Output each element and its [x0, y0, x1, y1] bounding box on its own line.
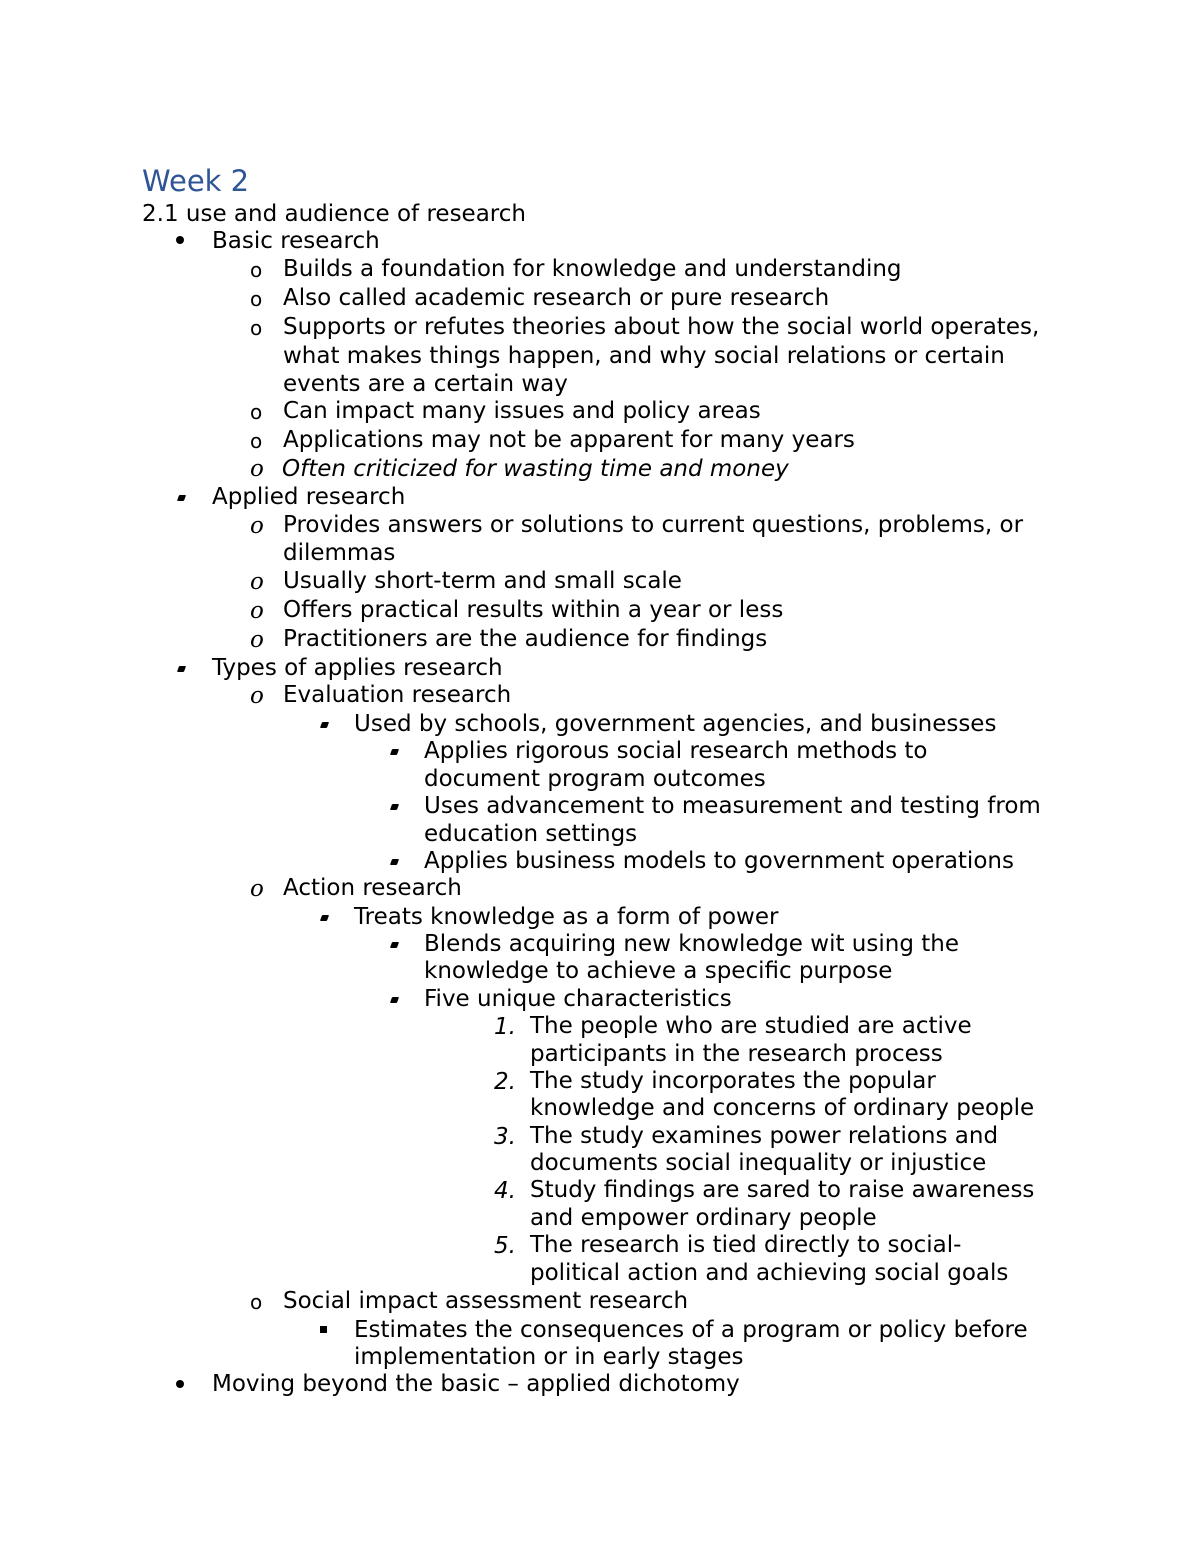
list-item-continuation: what makes things happen, and why social relations or certain: [283, 343, 1005, 369]
italic-o-bullet-icon: o: [250, 683, 264, 709]
list-number: 1.: [494, 1014, 516, 1040]
list-number: 2.: [494, 1069, 516, 1095]
list-item-continuation: document program outcomes: [424, 766, 766, 792]
list-item-continuation: knowledge to achieve a specific purpose: [424, 958, 893, 984]
bullet-dot-icon: [390, 859, 399, 865]
list-item: Supports or refutes theories about how the social world operates,: [283, 314, 1040, 340]
list-item-continuation: participants in the research process: [530, 1041, 943, 1067]
list-item: Blends acquiring new knowledge wit using the: [424, 931, 959, 957]
list-item: Five unique characteristics: [424, 986, 732, 1012]
list-item: Applications may not be apparent for many years: [283, 427, 855, 453]
list-item: Usually short-term and small scale: [283, 568, 682, 594]
list-item-continuation: political action and achieving social goals: [530, 1260, 1009, 1286]
list-item: Estimates the consequences of a program or policy before: [354, 1317, 1028, 1343]
list-item: Applies business models to government operations: [424, 848, 1014, 874]
list-item: Often criticized for wasting time and money: [282, 456, 789, 482]
italic-o-bullet-icon: o: [250, 456, 264, 482]
bullet-dot-icon: [320, 722, 329, 728]
circle-bullet-icon: o: [250, 429, 263, 453]
list-item: The study examines power relations and: [530, 1123, 999, 1149]
list-item: The research is tied directly to social-: [530, 1232, 962, 1258]
list-item: Practitioners are the audience for findings: [283, 626, 768, 652]
list-item: Builds a foundation for knowledge and understanding: [283, 256, 902, 282]
italic-o-bullet-icon: o: [250, 513, 264, 539]
list-item-moving-beyond: Moving beyond the basic – applied dichotomy: [212, 1371, 740, 1397]
list-item-applied-research: Applied research: [212, 484, 406, 510]
list-item-continuation: knowledge and concerns of ordinary people: [530, 1095, 1035, 1121]
bullet-dot-icon: [390, 997, 399, 1003]
list-item-types: Types of applies research: [212, 655, 503, 681]
italic-o-bullet-icon: o: [250, 598, 264, 624]
list-item-continuation: documents social inequality or injustice: [530, 1150, 987, 1176]
circle-bullet-icon: o: [250, 1290, 263, 1314]
list-item-continuation: education settings: [424, 821, 638, 847]
list-item-continuation: implementation or in early stages: [354, 1344, 744, 1370]
list-number: 5.: [494, 1233, 516, 1259]
bullet-dot-icon: [320, 915, 329, 921]
italic-o-bullet-icon: o: [250, 876, 264, 902]
circle-bullet-icon: o: [250, 258, 263, 282]
list-item: The people who are studied are active: [530, 1013, 972, 1039]
bullet-dot-icon: [176, 236, 184, 244]
list-item: Used by schools, government agencies, and businesses: [354, 711, 997, 737]
list-item-continuation: events are a certain way: [283, 371, 568, 397]
list-item: Treats knowledge as a form of power: [354, 904, 779, 930]
bullet-dot-icon: [390, 804, 399, 810]
list-number: 4.: [494, 1178, 516, 1204]
circle-bullet-icon: o: [250, 316, 263, 340]
section-heading: 2.1 use and audience of research: [142, 201, 526, 227]
circle-bullet-icon: o: [250, 400, 263, 424]
list-item: Also called academic research or pure research: [283, 285, 830, 311]
italic-o-bullet-icon: o: [250, 627, 264, 653]
list-item-basic-research: Basic research: [212, 228, 380, 254]
list-number: 3.: [494, 1124, 516, 1150]
list-item: Applies rigorous social research methods to: [424, 738, 928, 764]
list-item: Can impact many issues and policy areas: [283, 398, 761, 424]
list-item: Study findings are sared to raise awareness: [530, 1177, 1035, 1203]
list-item: Provides answers or solutions to current questions, problems, or: [283, 512, 1024, 538]
bullet-dot-icon: [176, 1380, 184, 1388]
list-item-continuation: and empower ordinary people: [530, 1205, 877, 1231]
bullet-dot-icon: [390, 942, 399, 948]
square-bullet-icon: [320, 1326, 327, 1333]
list-item-social-impact: Social impact assessment research: [283, 1288, 689, 1314]
bullet-dot-icon: [390, 749, 399, 755]
bullet-dot-icon: [177, 495, 186, 501]
italic-o-bullet-icon: o: [250, 569, 264, 595]
list-item-continuation: dilemmas: [283, 540, 396, 566]
page-title: Week 2: [142, 164, 250, 198]
bullet-dot-icon: [177, 666, 186, 672]
list-item: The study incorporates the popular: [530, 1068, 936, 1094]
list-item: Uses advancement to measurement and testing from: [424, 793, 1041, 819]
list-item-action: Action research: [283, 875, 462, 901]
list-item-evaluation: Evaluation research: [283, 682, 512, 708]
circle-bullet-icon: o: [250, 287, 263, 311]
list-item: Offers practical results within a year or less: [283, 597, 784, 623]
